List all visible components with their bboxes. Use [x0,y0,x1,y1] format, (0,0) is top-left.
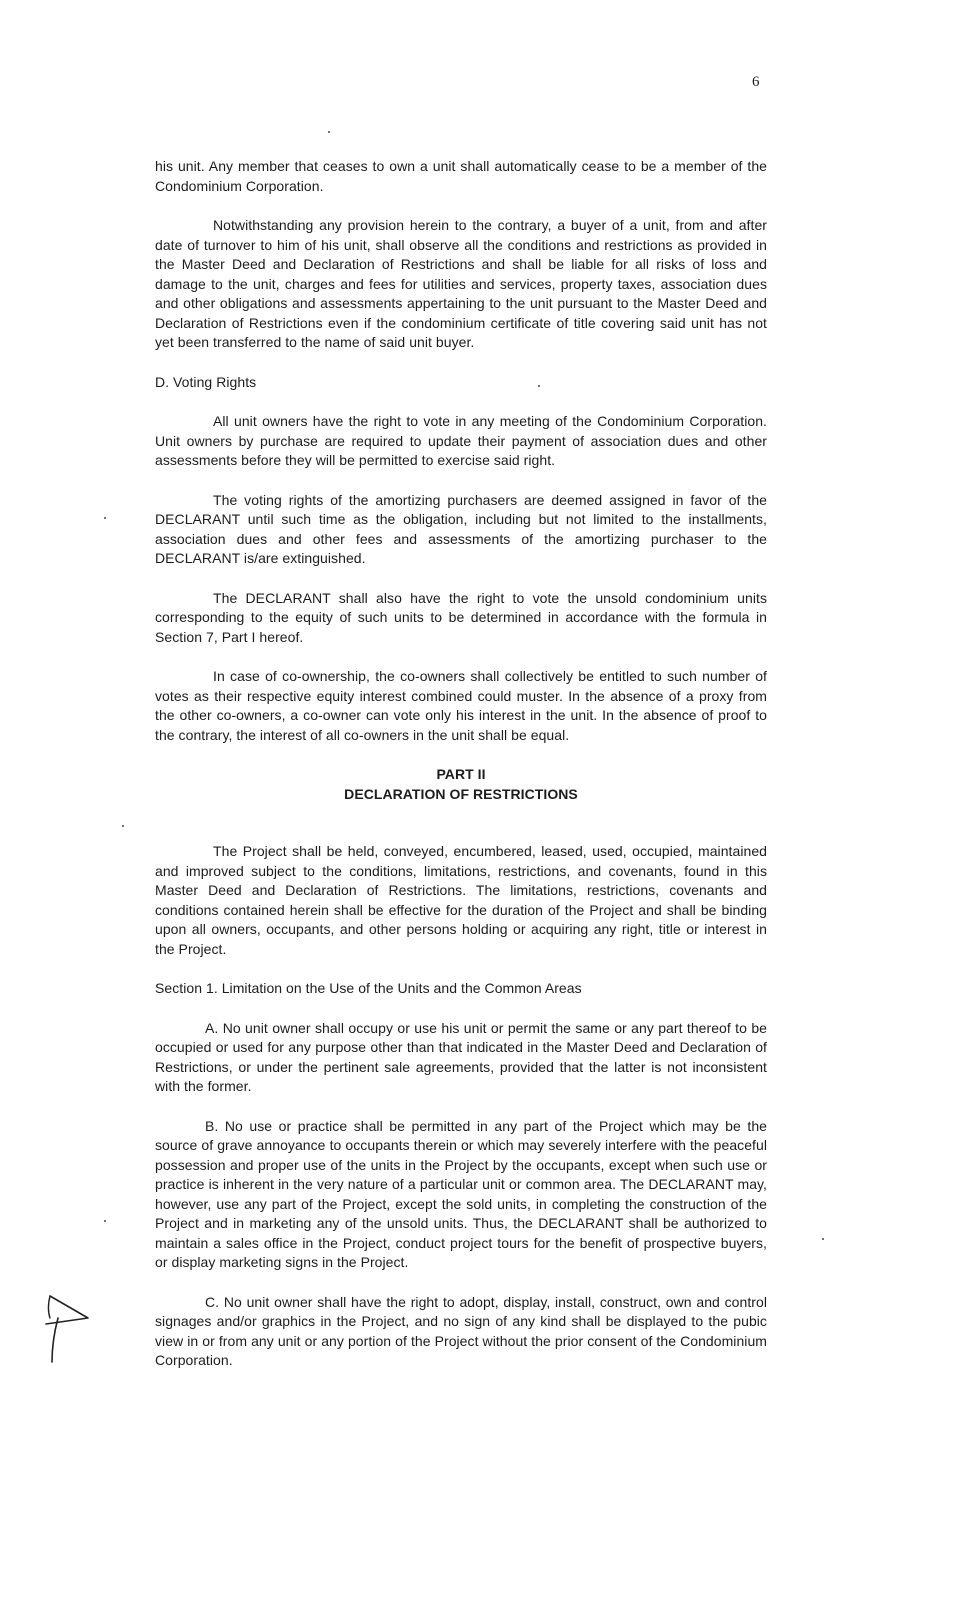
part-heading: DECLARATION OF RESTRICTIONS [344,785,578,802]
part-title [155,765,767,804]
paragraph-project-restrictions: The Project shall be held, conveyed, encumbered, leased, used, occupied, maintained and improved subject to the conditions, limitations, restrictions, and covenants, found in this Master Deed and Declaration of Restrictions. The limitations, restrictions, covenants and conditions contained herein shall be effective for the duration of the Project and shall be binding upon all owners, occupants, and other persons holding or acquiring any right, title or interest in the Project. [155,843,767,957]
part-number: PART II [436,766,486,782]
scan-speck [328,131,330,133]
scan-speck [104,1220,106,1222]
paragraph-unsold-units: The DECLARANT shall also have the right to vote the unsold condominium units corresponding to the equity of such units to be determined in accordance with the formula in Section 7, Part I hereof. [155,589,767,645]
document-body [155,157,767,1371]
paragraph-section-1-c: C. No unit owner shall have the right to adopt, display, install, construct, own and control signages and/or graphics in the Project, and no sign of any kind shall be displayed to the pubic view in or from any unit or any portion of the Project without the prior consent of the Condominium Corporation. [155,1293,767,1368]
paragraph-amortizing-purchasers: The voting rights of the amortizing purchasers are deemed assigned in favor of the DECLARANT until such time as the obligation, including but not limited to the installments, association dues and other fees and assessments of the amortizing purchaser to the DECLARANT is/are extinguished. [155,491,767,566]
page-number: 6 [752,74,760,90]
scan-speck [822,1238,824,1240]
scan-speck [104,517,106,519]
paragraph-continuation: his unit. Any member that ceases to own a unit shall automatically cease to be a member of the Condominium Corporation. [155,158,767,194]
paragraph-right-to-vote: All unit owners have the right to vote in any meeting of the Condominium Corporation. Unit owners by purchase are required to update their payment of association dues and other assessments before they will be permitted to exercise said right. [155,413,767,468]
paragraph-co-ownership: In case of co-ownership, the co-owners shall collectively be entitled to such number of votes as their respective equity interest combined could muster. In the absence of a proxy from the other co-owners, a co-owner can vote only his interest in the unit. In the absence of proof to the contrary, the interest of all co-owners in the unit shall be equal. [155,668,767,743]
heading-section-1: Section 1. Limitation on the Use of the Units and the Common Areas [155,980,582,996]
paragraph-section-1-a: A. No unit owner shall occupy or use his unit or permit the same or any part thereof to be occupied or used for any purpose other than that indicated in the Master Deed and Declaration of Restrictions, or under the pertinent sale agreements, provided that the latter is not inconsistent with the former. [155,1019,767,1094]
heading-voting-rights: D. Voting Rights [155,373,257,390]
paragraph-section-1-b: B. No use or practice shall be permitted in any part of the Project which may be the source of grave annoyance to occupants therein or which may severely interfere with the peaceful possession and proper use of the units in the Project by the occupants, except when such use or practice is inherent in the very nature of a particular unit or common area. The DECLARANT may, however, use any part of the Project, except the sold units, in completing the construction of the Project and in marketing any of the unsold units. Thus, the DECLARANT shall be authorized to maintain a sales office in the Project, conduct project tours for the benefit of prospective buyers, or display marketing signs in the Project. [155,1117,767,1270]
paragraph-buyer-obligations: Notwithstanding any provision herein to the contrary, a buyer of a unit, from and after date of turnover to him of his unit, shall observe all the conditions and restrictions as provided in the Master Deed and Declaration of Restrictions and shall be liable for all risks of loss and damage to the unit, charges and fees for utilities and services, property taxes, association dues and other obligations and assessments appertaining to the unit pursuant to the Master Deed and Declaration of Restrictions even if the condominium certificate of title covering said unit has not yet been transferred to the name of said unit buyer. [155,217,767,350]
scan-speck [122,825,124,827]
handwritten-initial-signature [38,1288,98,1368]
